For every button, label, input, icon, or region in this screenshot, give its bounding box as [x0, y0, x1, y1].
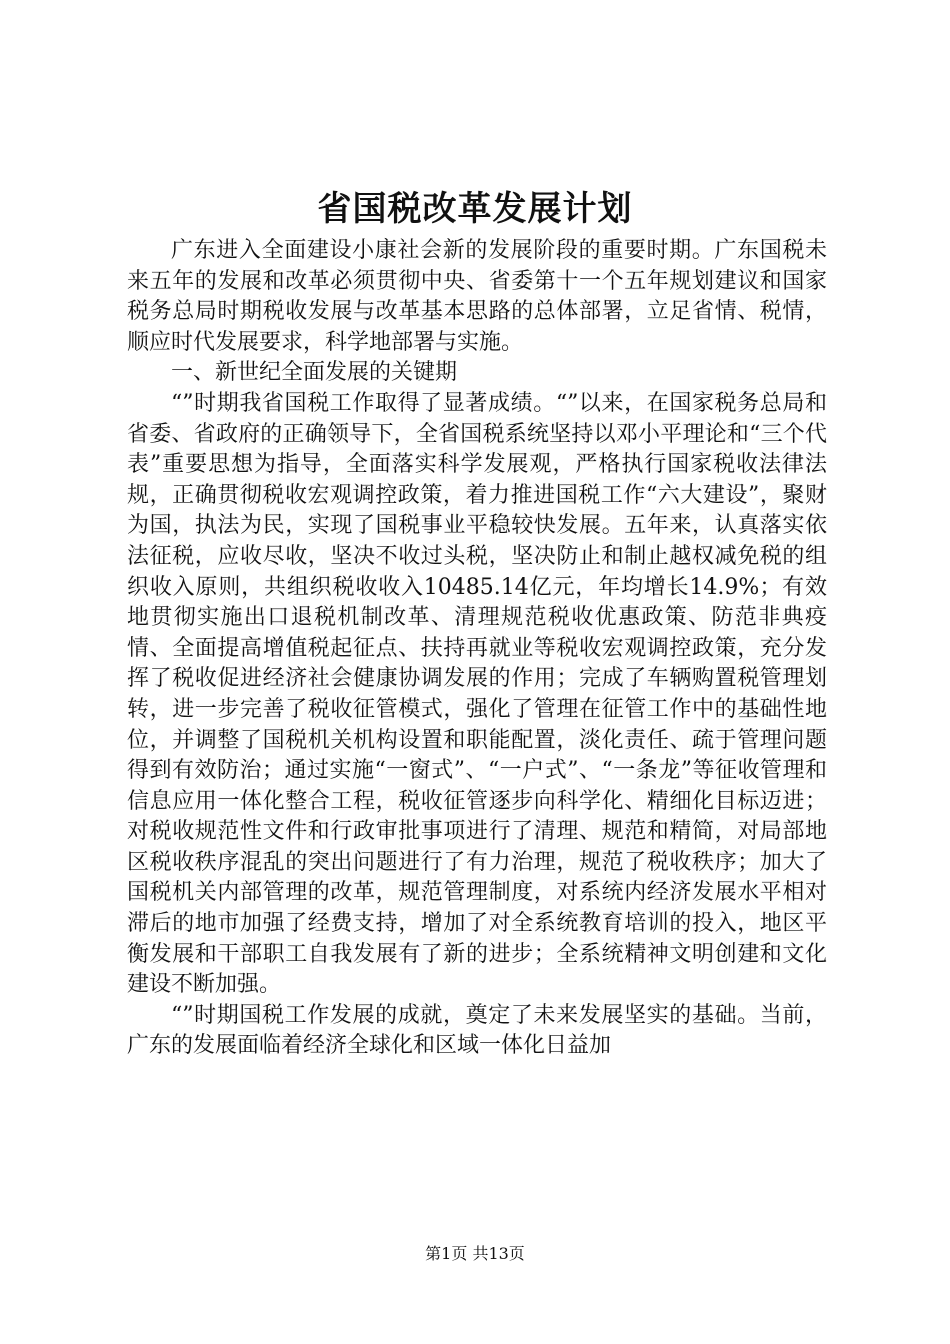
document-body: [127, 236, 827, 1062]
page-number: 第1页 共13页: [425, 1244, 525, 1263]
section-heading: 一、新世纪全面发展的关键期: [171, 360, 458, 386]
paragraph-foundation: “”时期国税工作发展的成就，奠定了未来发展坚实的基础。当前，广东的发展面临着经济全球化和区域一体化日益加: [127, 1002, 827, 1059]
document-title: 省国税改革发展计划: [317, 189, 633, 229]
paragraph-achievements: “”时期我省国税工作取得了显著成绩。“”以来，在国家税务总局和省委、省政府的正确领导下，全省国税系统坚持以邓小平理论和“三个代表”重要思想为指导，全面落实科学发展观，严格执行国家税收法律法规，正确贯彻税收宏观调控政策，着力推进国税工作“六大建设”，聚财为国，执法为民，实现了国税事业平稳较快发展。五年来，认真落实依法征税，应收尽收，坚决不收过头税，坚决防止和制止越权减免税的组织收入原则，共组织税收收入10485.14亿元，年均增长14.9%；有效地贯彻实施出口退税机制改革、清理规范税收优惠政策、防范非典疫情、全面提高增值税起征点、扶持再就业等税收宏观调控政策，充分发挥了税收促进经济社会健康协调发展的作用；完成了车辆购置税管理划转，进一步完善了税收征管模式，强化了管理在征管工作中的基础性地位，并调整了国税机关机构设置和职能配置，淡化责任、疏于管理问题得到有效防治；通过实施“一窗式”、“一户式”、“一条龙”等征收管理和信息应用一体化整合工程，税收征管逐步向科学化、精细化目标迈进；对税收规范性文件和行政审批事项进行了清理、规范和精简，对局部地区税收秩序混乱的突出问题进行了有力治理，规范了税收秩序；加大了国税机关内部管理的改革，规范管理制度，对系统内经济发展水平相对滞后的地市加强了经费支持，增加了对全系统教育培训的投入，地区平衡发展和干部职工自我发展有了新的进步；全系统精神文明创建和文化建设不断加强。: [127, 390, 827, 998]
paragraph-intro: 广东进入全面建设小康社会新的发展阶段的重要时期。广东国税未来五年的发展和改革必须贯彻中央、省委第十一个五年规划建议和国家税务总局时期税收发展与改革基本思路的总体部署，立足省情、税情，顺应时代发展要求，科学地部署与实施。: [127, 238, 827, 355]
